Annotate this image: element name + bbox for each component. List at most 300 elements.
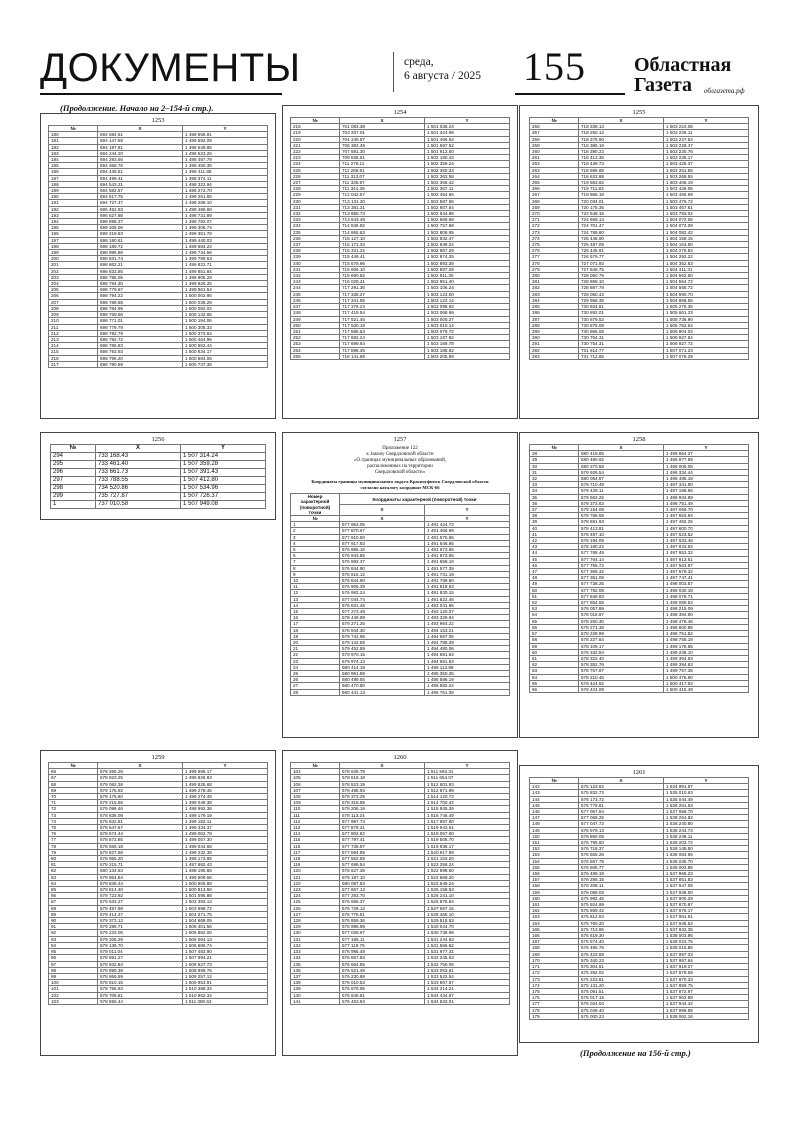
coord-x: 579 970.15: [340, 652, 425, 658]
point-number: 211: [49, 324, 98, 330]
coord-x: 717 530.18: [340, 322, 425, 328]
point-number: 146: [530, 809, 579, 815]
coord-x: 580 961.89: [340, 671, 425, 677]
point-number: 129: [291, 924, 340, 930]
coord-x: 698 795.06: [98, 274, 183, 280]
point-number: 138: [291, 980, 340, 986]
coord-x: 576 230.68: [340, 973, 425, 979]
point-number: 108: [291, 794, 340, 800]
coord-y: 1 491 577.39: [425, 565, 510, 571]
point-number: 1: [51, 501, 96, 509]
coord-y: 1 499 044.68: [183, 843, 268, 849]
point-number: 249: [291, 316, 340, 322]
coord-y: 1 499 046.38: [183, 800, 268, 806]
point-number: 262: [530, 161, 579, 167]
coord-x: 698 794.22: [98, 293, 183, 299]
coord-x: 578 352.76: [579, 662, 664, 668]
coord-x: 578 332.84: [579, 649, 664, 655]
point-number: 178: [530, 1007, 579, 1013]
table-block-1253: [40, 113, 276, 419]
point-number: 106: [291, 781, 340, 787]
table-row: [51, 453, 266, 461]
coord-x: 579 142.59: [340, 640, 425, 646]
coord-x: 694 617.75: [98, 194, 183, 200]
coord-x: 577 028.67: [340, 930, 425, 936]
coord-x: 694 499.41: [98, 175, 183, 181]
point-number: 154: [530, 858, 579, 864]
coord-x: 729 958.35: [579, 297, 664, 303]
coord-y: 1 538 084.65: [664, 852, 749, 858]
coord-x: 715 578.96: [340, 260, 425, 266]
point-number: 218: [291, 124, 340, 130]
coord-y: 1 509 853.91: [183, 980, 268, 986]
point-number: 237: [291, 242, 340, 248]
coord-y: 1 500 305.33: [183, 324, 268, 330]
coord-x: 576 173.72: [579, 796, 664, 802]
coord-y: 1 528 465.10: [425, 911, 510, 917]
point-number: 42: [530, 538, 579, 544]
coord-x: 578 316.65: [340, 800, 425, 806]
coord-x: 713 381.31: [340, 204, 425, 210]
point-number: 164: [530, 920, 579, 926]
coord-y: 1 500 415.49: [664, 686, 749, 692]
coord-x: 730 754.31: [579, 341, 664, 347]
coord-y: 1 537 919.27: [664, 964, 749, 970]
coord-x: 578 823.25: [98, 775, 183, 781]
coord-y: 1 503 428.37: [664, 161, 749, 167]
coord-x: 580 087.83: [340, 880, 425, 886]
header-x: X: [340, 763, 425, 769]
table-block-1259: [40, 750, 276, 1056]
coord-x: 715 171.34: [340, 242, 425, 248]
coord-y: 1 496 485.18: [664, 476, 749, 482]
coord-y: 1 504 072.06: [664, 217, 749, 223]
coord-y: 1 503 465.69: [664, 192, 749, 198]
point-number: 92: [49, 930, 98, 936]
coord-y: 1 504 564.72: [664, 279, 749, 285]
coord-y: 1 499 906.29: [183, 274, 268, 280]
point-number: 132: [291, 942, 340, 948]
coord-y: 1 494 691.63: [425, 658, 510, 664]
coord-y: 1 503 098.93: [425, 304, 510, 310]
point-number: 113: [291, 825, 340, 831]
coordinates-table: [529, 777, 749, 1020]
point-number: 213: [49, 336, 98, 342]
coord-x: 717 682.24: [340, 335, 425, 341]
coord-y: 1 497 633.62: [664, 544, 749, 550]
table-block-id: 1261: [632, 769, 646, 776]
coord-x: 576 867.83: [340, 955, 425, 961]
coord-y: 1 503 783.02: [664, 211, 749, 217]
point-number: 29: [530, 457, 579, 463]
point-number: 69: [49, 787, 98, 793]
coord-x: 579 233.05: [98, 930, 183, 936]
point-number: 227: [291, 180, 340, 186]
coord-y: 1 498 992.36: [183, 806, 268, 812]
header-num: №: [530, 118, 579, 124]
coord-y: 1 502 367.11: [425, 186, 510, 192]
coord-y: 1 500 002.95: [183, 293, 268, 299]
point-number: 270: [530, 211, 579, 217]
coord-y: 1 507 071.23: [664, 347, 749, 353]
point-number: 105: [291, 775, 340, 781]
coord-x: 580 470.80: [340, 683, 425, 689]
coord-y: 1 538 264.82: [664, 815, 749, 821]
coord-x: 726 445.91: [579, 248, 664, 254]
coord-y: 1 511 380.63: [183, 998, 268, 1004]
coord-y: 1 495 582.22: [425, 683, 510, 689]
coord-y: 1 502 587.55: [425, 198, 510, 204]
coord-x: 718 386.18: [579, 142, 664, 148]
point-number: 134: [291, 955, 340, 961]
coord-x: 711 278.11: [340, 161, 425, 167]
coord-x: 698 792.72: [98, 336, 183, 342]
table-row: [530, 353, 749, 359]
coord-y: 1 537 945.52: [664, 920, 749, 926]
coord-y: 1 537 847.06: [664, 883, 749, 889]
coord-y: 1 499 182.11: [183, 818, 268, 824]
coord-y: 1 537 870.87: [664, 902, 749, 908]
coord-x: 577 736.97: [340, 843, 425, 849]
coord-x: 577 283.70: [340, 893, 425, 899]
coord-y: 1 515 845.26: [425, 806, 510, 812]
point-number: 286: [530, 310, 579, 316]
coord-y: 1 505 275.35: [664, 304, 749, 310]
coord-x: 694 582.67: [98, 188, 183, 194]
point-number: 57: [530, 631, 579, 637]
title-rule: [40, 93, 282, 95]
point-number: 166: [530, 933, 579, 939]
coordinates-table: [529, 117, 749, 360]
header-num: №: [291, 763, 340, 769]
coord-x: 577 155.11: [340, 936, 425, 942]
coord-y: 1 504 562.80: [664, 273, 749, 279]
coord-y: 1 537 859.75: [664, 982, 749, 988]
coord-x: 719 711.83: [579, 186, 664, 192]
coord-y: 1 504 163.60: [664, 242, 749, 248]
point-number: 136: [291, 967, 340, 973]
coord-x: 580 419.85: [579, 451, 664, 457]
coord-x: 578 210.46: [579, 674, 664, 680]
coord-x: 730 879.52: [579, 316, 664, 322]
point-number: 110: [291, 806, 340, 812]
coord-y: 1 491 575.55: [425, 534, 510, 540]
coord-y: 1 498 756.18: [664, 637, 749, 643]
coord-x: 699 206.06: [98, 225, 183, 231]
coord-y: 1 519 943.51: [425, 825, 510, 831]
point-number: 82: [49, 868, 98, 874]
coord-y: 1 491 822.46: [425, 596, 510, 602]
coord-y: 1 503 187.82: [425, 335, 510, 341]
coord-y: 1 498 411.88: [183, 169, 268, 175]
coord-x: 715 321.22: [340, 248, 425, 254]
coord-x: 575 713.95: [579, 926, 664, 932]
point-number: 177: [530, 1001, 579, 1007]
point-number: 75: [49, 825, 98, 831]
coord-x: 576 655.26: [579, 852, 664, 858]
coord-y: 1 503 261.65: [664, 167, 749, 173]
coord-y: 1 504 082.42: [664, 229, 749, 235]
point-number: 288: [530, 322, 579, 328]
point-number: 276: [530, 248, 579, 254]
coord-y: 1 502 839.22: [425, 242, 510, 248]
coord-x: 576 979.13: [579, 827, 664, 833]
point-number: 83: [49, 874, 98, 880]
coord-y: 1 498 261.55: [183, 194, 268, 200]
coord-y: 1 538 023.75: [664, 939, 749, 945]
continuation-note-bottom: (Продолжение на 156-й стр.): [580, 1048, 691, 1058]
coord-x: 579 373.83: [579, 500, 664, 506]
coord-y: 1 505 762.64: [664, 322, 749, 328]
coord-y: 1 503 106.24: [425, 285, 510, 291]
coord-x: 724 701.47: [579, 223, 664, 229]
point-number: 198: [49, 243, 98, 249]
point-number: 209: [49, 312, 98, 318]
coord-y: 1 505 882.00: [183, 930, 268, 936]
coord-y: 1 507 412.80: [181, 477, 266, 485]
coord-x: 578 227.64: [579, 637, 664, 643]
coord-x: 717 585.63: [340, 328, 425, 334]
point-number: 199: [49, 250, 98, 256]
point-number: 124: [291, 893, 340, 899]
point-number: 12: [291, 590, 340, 596]
point-number: 252: [291, 335, 340, 341]
appendix-note: [325, 446, 475, 476]
coord-y: 1 537 870.33: [664, 976, 749, 982]
point-number: 247: [291, 304, 340, 310]
appendix-line: Свердловской области»: [374, 470, 426, 475]
header-num: №: [291, 516, 340, 522]
point-number: 205: [49, 287, 98, 293]
coord-x: 698 898.37: [98, 219, 183, 225]
point-number: 101: [49, 986, 98, 992]
coord-x: 575 123.62: [579, 784, 664, 790]
coord-x: 727 845.75: [579, 266, 664, 272]
coord-y: 1 502 180.43: [425, 155, 510, 161]
coord-x: 730 892.01: [579, 310, 664, 316]
coord-y: 1 537 876.17: [664, 908, 749, 914]
coord-y: 1 534 991.57: [664, 784, 749, 790]
coord-x: 578 109.17: [579, 643, 664, 649]
coord-x: 725 487.09: [579, 242, 664, 248]
table-row: [51, 477, 266, 485]
table-block-id: 1259: [151, 754, 165, 761]
coord-y: 1 504 669.09: [183, 918, 268, 924]
coord-y: 1 537 968.23: [664, 871, 749, 877]
coord-x: 578 832.81: [98, 818, 183, 824]
point-number: 251: [291, 328, 340, 334]
coord-y: 1 503 122.14: [425, 297, 510, 303]
point-number: 95: [49, 949, 98, 955]
point-number: 142: [530, 784, 579, 790]
coord-y: 1 501 595.88: [183, 893, 268, 899]
coord-x: 575 340.23: [579, 957, 664, 963]
coord-y: 1 506 927.54: [664, 335, 749, 341]
point-number: 56: [530, 624, 579, 630]
point-number: 269: [530, 204, 579, 210]
point-number: 103: [49, 998, 98, 1004]
point-number: 97: [49, 961, 98, 967]
coord-x: 698 189.72: [98, 243, 183, 249]
coord-y: 1 502 359.24: [425, 161, 510, 167]
coord-x: 576 844.90: [340, 578, 425, 584]
coord-x: 734 520.86: [96, 485, 181, 493]
point-number: 140: [291, 992, 340, 998]
point-number: 123: [291, 887, 340, 893]
point-number: 291: [530, 341, 579, 347]
header-y: Y: [183, 763, 268, 769]
point-number: 88: [49, 905, 98, 911]
coord-x: 577 657.13: [340, 887, 425, 893]
point-number: 139: [291, 986, 340, 992]
coord-x: 695 452.93: [98, 206, 183, 212]
coord-y: 1 499 394.63: [664, 655, 749, 661]
coord-x: 575 574.40: [579, 939, 664, 945]
header-num: №: [530, 445, 579, 451]
coord-y: 1 504 868.56: [664, 297, 749, 303]
coord-y: 1 491 466.99: [425, 528, 510, 534]
coord-x: 578 656.44: [98, 998, 183, 1004]
coord-x: 714 865.63: [340, 229, 425, 235]
coord-x: 703 207.01: [340, 130, 425, 136]
coord-y: 1 495 977.69: [664, 457, 749, 463]
coord-y: 1 499 961.54: [183, 287, 268, 293]
point-number: 131: [291, 936, 340, 942]
appendix-line: расположенных на территории: [367, 464, 433, 469]
point-number: 77: [49, 837, 98, 843]
coord-x: 577 366.32: [579, 569, 664, 575]
coord-y: 1 499 595.17: [183, 769, 268, 775]
point-number: 254: [291, 347, 340, 353]
point-number: 78: [49, 843, 98, 849]
point-number: 283: [530, 291, 579, 297]
table-block-1254: [282, 105, 518, 419]
point-number: 265: [530, 180, 579, 186]
header-x: X: [340, 505, 425, 516]
coord-x: 575 760.20: [579, 920, 664, 926]
point-number: 184: [49, 157, 98, 163]
coord-y: 1 502 366.42: [425, 180, 510, 186]
point-number: 112: [291, 818, 340, 824]
coord-x: 578 569.18: [98, 843, 183, 849]
coord-y: 1 494 788.39: [425, 640, 510, 646]
coord-x: 578 322.40: [579, 655, 664, 661]
point-number: 120: [291, 868, 340, 874]
coord-x: 576 728.12: [340, 905, 425, 911]
coord-x: 579 710.49: [579, 482, 664, 488]
point-number: 26: [291, 677, 340, 683]
point-number: 185: [49, 163, 98, 169]
point-number: 235: [291, 229, 340, 235]
point-number: 190: [49, 194, 98, 200]
point-number: 273: [530, 229, 579, 235]
point-number: 109: [291, 800, 340, 806]
point-number: 151: [530, 840, 579, 846]
coord-y: 1 500 038.29: [183, 299, 268, 305]
coord-x: 578 206.19: [340, 806, 425, 812]
point-number: 2: [291, 528, 340, 534]
point-number: 193: [49, 212, 98, 218]
coord-x: 575 879.95: [340, 986, 425, 992]
point-number: 159: [530, 889, 579, 895]
point-number: 47: [530, 569, 579, 575]
coord-y: 1 537 658.70: [664, 809, 749, 815]
coord-x: 694 147.69: [98, 138, 183, 144]
coord-y: 1 503 228.47: [664, 142, 749, 148]
point-number: 268: [530, 198, 579, 204]
coord-x: 576 943.85: [340, 553, 425, 559]
coord-x: 579 562.25: [579, 494, 664, 500]
coord-x: 718 141.68: [340, 353, 425, 359]
coord-x: 578 424.09: [579, 686, 664, 692]
coord-y: 1 537 935.00: [664, 889, 749, 895]
coord-y: 1 498 003.57: [664, 581, 749, 587]
coord-x: 579 206.29: [98, 936, 183, 942]
header-num: №: [49, 126, 98, 132]
point-number: 261: [530, 155, 579, 161]
page-number-rule: [515, 93, 625, 95]
coord-x: 578 932.84: [98, 961, 183, 967]
coord-y: 1 504 371.75: [183, 911, 268, 917]
point-number: 73: [49, 812, 98, 818]
point-number: 242: [291, 273, 340, 279]
coord-y: 1 498 523.26: [183, 150, 268, 156]
coord-y: 1 503 998.72: [183, 905, 268, 911]
coord-x: 579 373.12: [98, 918, 183, 924]
coord-y: 1 498 450.36: [183, 163, 268, 169]
coord-x: 578 016.97: [579, 612, 664, 618]
coord-y: 1 505 736.90: [664, 316, 749, 322]
table-row: [291, 689, 510, 695]
point-number: 250: [291, 322, 340, 328]
point-number: 5: [291, 547, 340, 553]
point-number: 194: [49, 219, 98, 225]
coord-y: 1 502 874.25: [425, 254, 510, 260]
coord-y: 1 504 275.64: [664, 248, 749, 254]
point-number: 40: [530, 525, 579, 531]
coord-x: 694 439.61: [98, 169, 183, 175]
coord-x: 717 521.46: [340, 316, 425, 322]
coord-y: 1 499 057.30: [183, 837, 268, 843]
coord-y: 1 503 230.76: [664, 149, 749, 155]
coord-y: 1 519 936.17: [425, 843, 510, 849]
coord-x: 576 882.37: [340, 559, 425, 565]
coord-y: 1 498 600.95: [664, 624, 749, 630]
coord-y: 1 521 153.20: [425, 856, 510, 862]
coord-x: 577 047.73: [579, 821, 664, 827]
coord-x: 579 082.38: [98, 781, 183, 787]
point-number: 19: [291, 633, 340, 639]
point-number: 65: [530, 680, 579, 686]
coord-y: 1 533 522.54: [425, 973, 510, 979]
point-number: 18: [291, 627, 340, 633]
coord-y: 1 531 977.31: [425, 949, 510, 955]
coord-y: 1 494 480.06: [425, 646, 510, 652]
point-number: 147: [530, 815, 579, 821]
point-number: 53: [530, 606, 579, 612]
coord-y: 1 502 893.38: [425, 260, 510, 266]
point-number: 233: [291, 217, 340, 223]
point-number: 55: [530, 618, 579, 624]
point-number: 280: [530, 273, 579, 279]
coord-y: 1 502 806.95: [425, 229, 510, 235]
point-number: 165: [530, 926, 579, 932]
point-number: 41: [530, 531, 579, 537]
point-number: 72: [49, 806, 98, 812]
coord-x: 730 754.31: [579, 335, 664, 341]
coord-x: 580 414.19: [340, 664, 425, 670]
coord-x: 717 338.27: [340, 291, 425, 297]
